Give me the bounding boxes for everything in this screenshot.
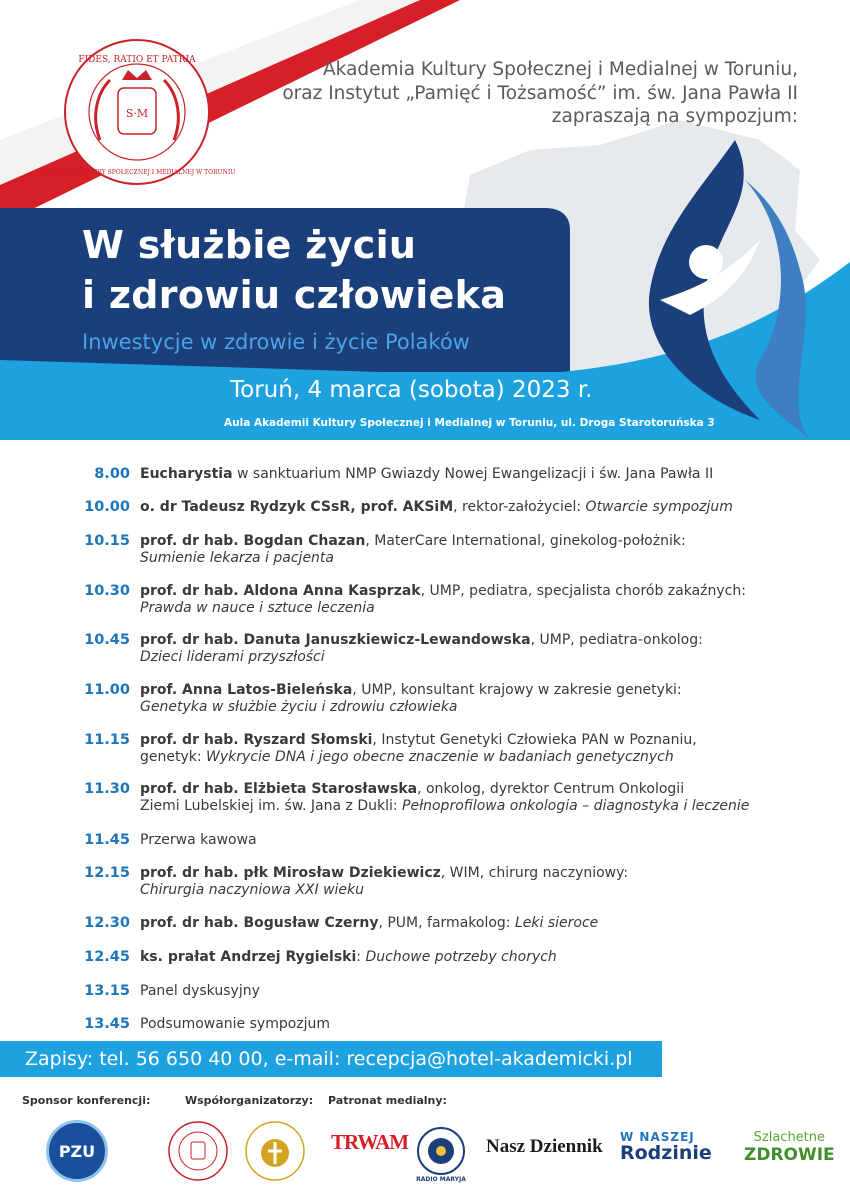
- seal-side-text: AKADEMIA KULTURY SPOŁECZNEJ I MEDIALNEJ W TORUNIU: [38, 169, 236, 176]
- sponsor-label: Sponsor konferencji:: [22, 1094, 151, 1107]
- program-speaker: Eucharystia: [140, 466, 233, 482]
- program-talk: Wykrycie DNA i jego obecne znaczenie w badaniach genetycznych: [206, 749, 674, 765]
- program-talk: Leki sieroce: [514, 915, 599, 931]
- program-desc: :: [356, 949, 366, 965]
- program-talk: Prawda w nauce i sztuce leczenia: [140, 600, 375, 616]
- event-venue: Aula Akademii Kultury Społecznej i Medialnej w Toruniu, ul. Droga Starotoruńska 3: [224, 417, 715, 429]
- program-speaker: prof. dr hab. Aldona Anna Kasprzak: [140, 583, 421, 599]
- program-speaker: prof. dr hab. Ryszard Słomski: [140, 732, 373, 748]
- page-title: [82, 220, 506, 320]
- akademia-seal-icon: [167, 1120, 229, 1182]
- program-desc: , UMP, pediatra, specjalista chorób zakaźnych:: [420, 583, 746, 599]
- program-time: 11.00: [84, 682, 130, 698]
- contact-bar[interactable]: Zapisy: tel. 56 650 40 00, e-mail: recepcja@hotel-akademicki.pl: [0, 1041, 662, 1077]
- program-desc: , UMP, pediatra-onkolog:: [530, 632, 703, 648]
- invite-line: zapraszają na sympozjum:: [551, 106, 798, 127]
- pzu-logo-text: PZU: [58, 1142, 96, 1161]
- trwam-logo: [331, 1130, 409, 1170]
- seal-top-text: FIDES, RATIO ET PATRIA: [78, 55, 196, 65]
- program-speaker: prof. dr hab. płk Mirosław Dziekiewicz: [140, 865, 441, 881]
- program-desc: Przerwa kawowa: [140, 832, 257, 848]
- program-desc-2: genetyk:: [140, 749, 207, 765]
- title-line-1: W służbie życiu: [82, 223, 417, 267]
- program-time: 10.30: [84, 583, 130, 599]
- program-desc: , MaterCare International, ginekolog-położnik:: [365, 533, 686, 549]
- program-desc: , WIM, chirurg naczyniowy:: [440, 865, 629, 881]
- program-desc: Podsumowanie sympozjum: [140, 1016, 331, 1032]
- program-time: 11.15: [84, 732, 130, 748]
- patron-label: Patronat medialny:: [328, 1094, 447, 1107]
- invite-line: Akademia Kultury Społecznej i Medialnej w Toruniu,: [323, 59, 798, 80]
- program-time: 12.30: [84, 915, 130, 931]
- title-line-2: i zdrowiu człowieka: [82, 273, 507, 317]
- program-desc: , rektor-założyciel:: [453, 499, 586, 515]
- invite-line: oraz Instytut „Pamięć i Tożsamość” im. św. Jana Pawła II: [282, 82, 798, 104]
- subtitle: Inwestycje w zdrowie i życie Polaków: [82, 330, 470, 354]
- w-naszej-bottom: Rodzinie: [620, 1142, 712, 1164]
- figure-logo-head: [689, 245, 723, 279]
- program-speaker: prof. Anna Latos-Bieleńska: [140, 682, 353, 698]
- program-desc: , PUM, farmakolog:: [378, 915, 515, 931]
- program-talk: Dzieci liderami przyszłości: [140, 649, 325, 665]
- program-desc-2: Ziemi Lubelskiej im. św. Jana z Dukli:: [140, 798, 403, 814]
- szlachetne-top: Szlachetne: [753, 1130, 826, 1145]
- program-talk: Sumienie lekarza i pacjenta: [140, 550, 334, 566]
- pzu-logo: [46, 1120, 108, 1182]
- program-time: 13.45: [84, 1016, 130, 1032]
- radio-maryja-logo-icon: [416, 1126, 466, 1176]
- program-time: 12.15: [84, 865, 130, 881]
- event-date: Toruń, 4 marca (sobota) 2023 r.: [230, 377, 593, 403]
- coorganizers-label: Współorganizatorzy:: [185, 1094, 314, 1107]
- program-talk: Chirurgia naczyniowa XXI wieku: [140, 882, 365, 898]
- program-time: 12.45: [84, 949, 130, 965]
- program-talk: Pełnoprofilowa onkologia – diagnostyka i leczenie: [402, 798, 750, 814]
- program-speaker: prof. dr hab. Elżbieta Starosławska: [140, 781, 418, 797]
- program-desc: Panel dyskusyjny: [140, 983, 260, 999]
- program-desc: , Instytut Genetyki Człowieka PAN w Poznaniu,: [372, 732, 697, 748]
- w-naszej-rodzinie-logo: [620, 1130, 712, 1162]
- seal-crest-text: S·M: [125, 107, 149, 120]
- program-time: 11.30: [84, 781, 130, 797]
- program-speaker: ks. prałat Andrzej Rygielski: [140, 949, 357, 965]
- radio-maryja-label: RADIO MARYJA: [416, 1176, 466, 1183]
- instytut-seal-icon: [244, 1120, 306, 1182]
- program-time: 10.00: [84, 499, 130, 515]
- szlachetne-bottom: ZDROWIE: [744, 1145, 835, 1165]
- szlachetne-zdrowie-logo: [744, 1130, 835, 1165]
- program-talk: Otwarcie sympozjum: [585, 499, 733, 515]
- program-time: 8.00: [94, 466, 130, 482]
- program-time: 13.15: [84, 983, 130, 999]
- program-time: 11.45: [84, 832, 130, 848]
- nasz-dziennik-logo: Nasz Dziennik: [486, 1136, 603, 1157]
- program-time: 10.15: [84, 533, 130, 549]
- w-naszej-top: W NASZEJ: [620, 1130, 695, 1144]
- program-desc: w sanktuarium NMP Gwiazdy Nowej Ewangelizacji i św. Jana Pawła II: [232, 466, 714, 482]
- program-desc: , UMP, konsultant krajowy w zakresie genetyki:: [352, 682, 682, 698]
- trwam-logo-text: TRWAM: [331, 1130, 409, 1154]
- program-time: 10.45: [84, 632, 130, 648]
- program-speaker: prof. dr hab. Bogdan Chazan: [140, 533, 366, 549]
- program-talk: Duchowe potrzeby chorych: [365, 949, 557, 965]
- invite-text: [282, 58, 798, 129]
- program-speaker: prof. dr hab. Danuta Januszkiewicz-Lewandowska: [140, 632, 531, 648]
- program-talk: Genetyka w służbie życiu i zdrowiu człowieka: [140, 699, 458, 715]
- program-speaker: o. dr Tadeusz Rydzyk CSsR, prof. AKSiM: [140, 499, 454, 515]
- program-speaker: prof. dr hab. Bogusław Czerny: [140, 915, 379, 931]
- program-desc: , onkolog, dyrektor Centrum Onkologii: [417, 781, 685, 797]
